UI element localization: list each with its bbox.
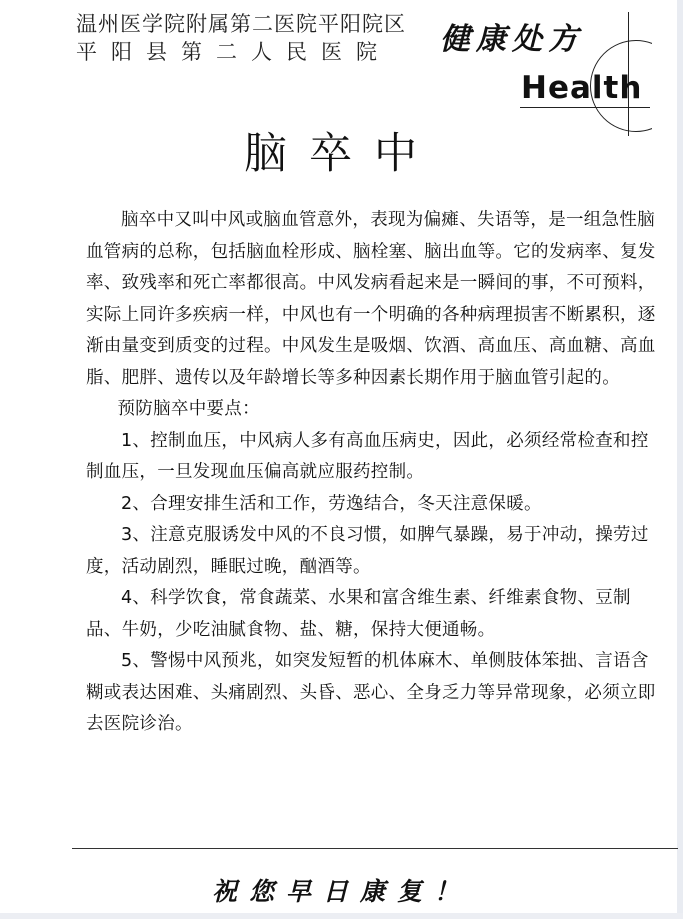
health-logo-text: Health — [521, 70, 643, 106]
article-title: 脑卒中 — [244, 129, 439, 179]
article-body — [86, 205, 656, 741]
hospital-name-line1: 温州医学院附属第二医院平阳院区 — [76, 12, 406, 36]
footer-blessing: 祝您早日康复！ — [211, 877, 471, 906]
page-bottom-shadow — [0, 913, 683, 919]
point-item-3: 3、注意克服诱发中风的不良习惯，如脾气暴躁，易于冲动，操劳过度，活动剧烈，睡眠过晚，酗酒等。 — [86, 525, 649, 577]
footer-divider — [72, 848, 678, 849]
prescription-title: 健康处方 — [440, 22, 584, 57]
logo-horizontal-line — [520, 107, 650, 108]
point-item-4: 4、科学饮食，常食蔬菜、水果和富含维生素、纤维素食物、豆制品、牛奶，少吃油腻食物、盐、糖，保持大便通畅。 — [86, 588, 631, 640]
hospital-name-line2: 平阳县第二人民医院 — [76, 40, 391, 64]
point-item-1: 1、控制血压，中风病人多有高血压病史，因此，必须经常检查和控制血压，一旦发现血压偏高就应服药控制。 — [86, 430, 649, 482]
point-item-5: 5、警惕中风预兆，如突发短暂的机体麻木、单侧肢体笨拙、言语含糊或表达困难、头痛剧烈、头昏、恶心、全身乏力等异常现象，必须立即去医院诊治。 — [86, 651, 656, 734]
intro-paragraph: 脑卒中又叫中风或脑血管意外，表现为偏瘫、失语等，是一组急性脑血管病的总称，包括脑血栓形成、脑栓塞、脑出血等。它的发病率、复发率、致残率和死亡率都很高。中风发病看起来是一瞬间的事，不可预料，实际上同许多疾病一样，中风也有一个明确的各种病理损害不断累积，逐渐由量变到质变的过程。中风发生是吸烟、饮酒、高血压、高血糖、高血脂、肥胖、遗传以及年龄增长等多种因素长期作用于脑血管引起的。 — [86, 210, 656, 388]
point-item-2: 2、合理安排生活和工作，劳逸结合，冬天注意保暖。 — [121, 493, 542, 514]
points-heading: 预防脑卒中要点： — [117, 399, 260, 419]
